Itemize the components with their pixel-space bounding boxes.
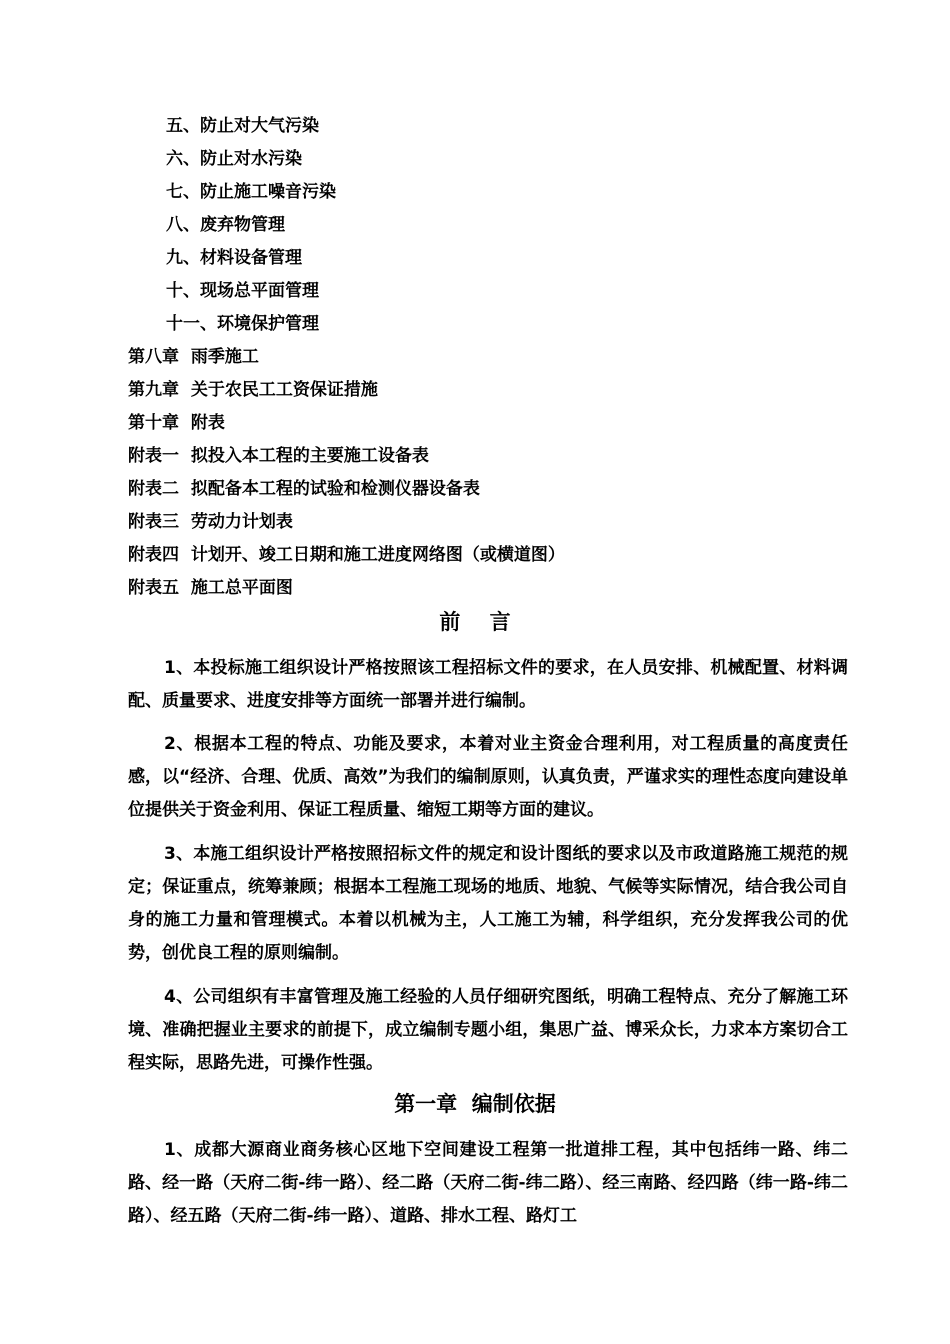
- toc-item: 七、防止施工噪音污染: [166, 182, 336, 202]
- chapter-1-paragraph-1: 1、成都大源商业商务核心区地下空间建设工程第一批道排工程，其中包括纬一路、纬二路、经一路（天府二街-纬一路）、经二路（天府二街-纬二路）、经三南路、经四路（纬一路-纬二路）、经五路（天府二街-纬一路）、道路、排水工程、路灯工: [128, 1140, 848, 1226]
- toc-chapter: 第八章 雨季施工: [128, 347, 259, 367]
- preface-paragraph-2: 2、根据本工程的特点、功能及要求，本着对业主资金合理利用，对工程质量的高度责任感，以“经济、合理、优质、高效”为我们的编制原则，认真负责，严谨求实的理性态度向建设单位提供关于资金利用、保证工程质量、缩短工期等方面的建议。: [128, 734, 848, 820]
- toc-item: 五、防止对大气污染: [166, 116, 319, 136]
- toc-item: 六、防止对水污染: [166, 149, 302, 169]
- preface-paragraph-4: 4、公司组织有丰富管理及施工经验的人员仔细研究图纸，明确工程特点、充分了解施工环境、准确把握业主要求的前提下，成立编制专题小组，集思广益、博采众长，力求本方案切合工程实际，思路先进，可操作性强。: [128, 987, 848, 1073]
- toc-item: 十一、环境保护管理: [166, 314, 319, 334]
- toc-appendix: 附表四 计划开、竣工日期和施工进度网络图（或横道图）: [128, 545, 565, 565]
- toc-appendix: 附表二 拟配备本工程的试验和检测仪器设备表: [128, 479, 480, 499]
- toc-chapter: 第九章 关于农民工工资保证措施: [128, 380, 378, 400]
- chapter-1-title: 第一章 编制依据: [394, 1092, 556, 1116]
- preface-paragraph-1: 1、本投标施工组织设计严格按照该工程招标文件的要求，在人员安排、机械配置、材料调配、质量要求、进度安排等方面统一部署并进行编制。: [128, 658, 848, 711]
- toc-appendix: 附表一 拟投入本工程的主要施工设备表: [128, 446, 429, 466]
- toc-item: 九、材料设备管理: [166, 248, 302, 268]
- preface-title: 前 言: [439, 610, 511, 634]
- preface-paragraph-3: 3、本施工组织设计严格按照招标文件的规定和设计图纸的要求以及市政道路施工规范的规定；保证重点，统筹兼顾；根据本工程施工现场的地质、地貌、气候等实际情况，结合我公司自身的施工力量和管理模式。本着以机械为主，人工施工为辅，科学组织，充分发挥我公司的优势，创优良工程的原则编制。: [128, 844, 848, 963]
- toc-appendix: 附表三 劳动力计划表: [128, 512, 293, 532]
- toc-item: 八、废弃物管理: [166, 215, 285, 235]
- toc-item: 十、现场总平面管理: [166, 281, 319, 301]
- toc-chapter: 第十章 附表: [128, 413, 225, 433]
- toc-appendix: 附表五 施工总平面图: [128, 578, 293, 598]
